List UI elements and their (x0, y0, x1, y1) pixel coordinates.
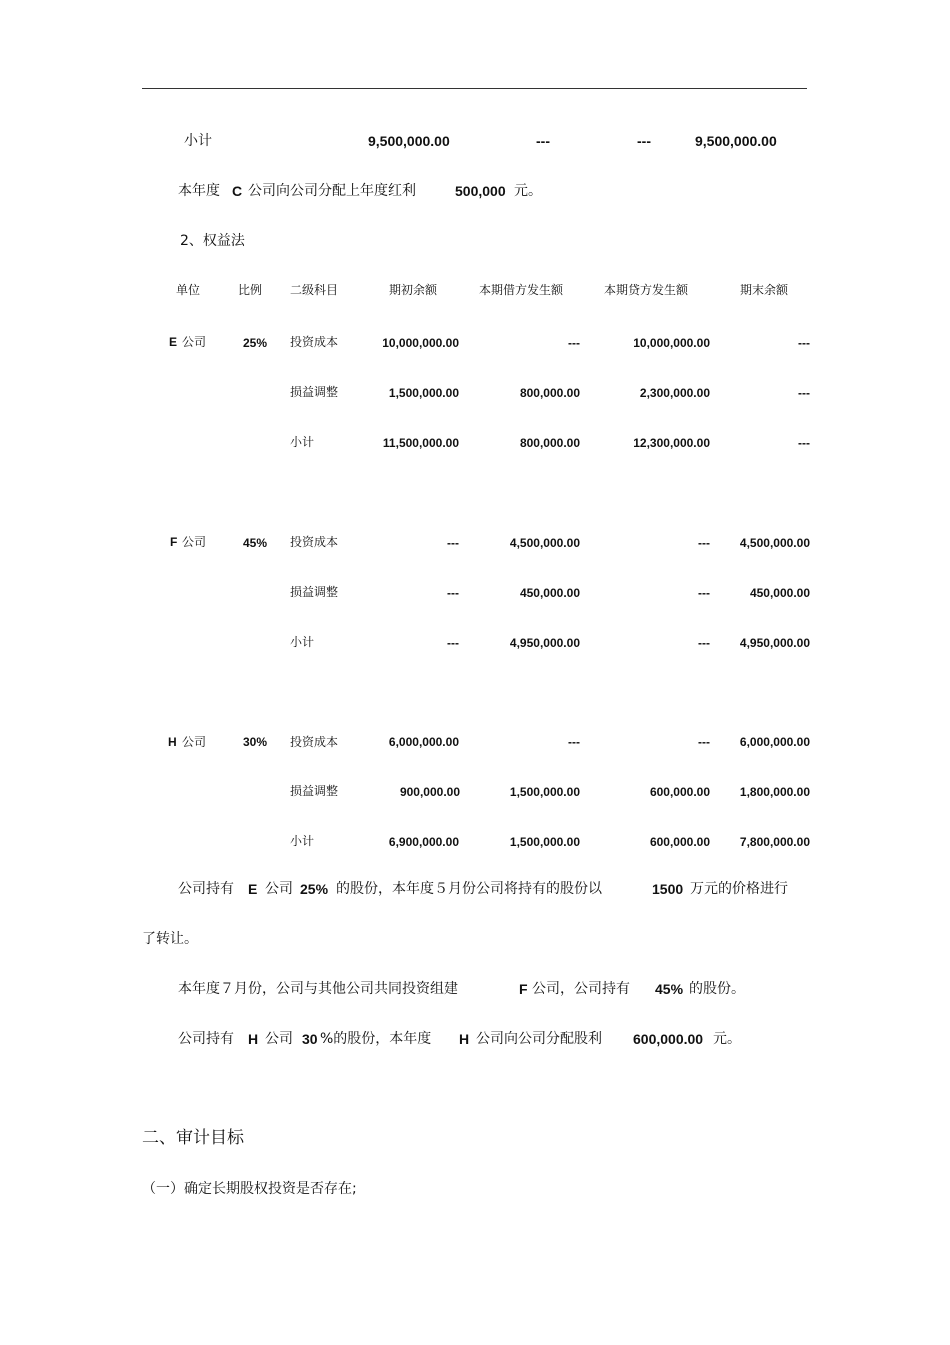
row-begin: --- (447, 636, 459, 650)
top-subtotal-label: 小计 (184, 133, 212, 149)
header-sub-account: 二级科目 (290, 283, 339, 297)
para-h-text-2: 公司 (265, 1031, 293, 1047)
para-h-text-4: 公司向公司分配股利 (476, 1031, 602, 1047)
row-debit: 4,500,000.00 (509, 536, 580, 550)
header-closing-balance: 期末余额 (740, 283, 789, 297)
row-credit: --- (698, 636, 710, 650)
row-credit: --- (698, 586, 710, 600)
row-credit: 10,000,000.00 (633, 336, 710, 350)
row-end: 4,950,000.00 (739, 636, 810, 650)
row-begin: 10,000,000.00 (382, 336, 459, 350)
row-credit: 600,000.00 (649, 835, 710, 849)
para-h-company-2: H (459, 1031, 470, 1047)
row-credit: --- (698, 735, 710, 749)
row-begin: 1,500,000.00 (388, 386, 459, 400)
row-item: 损益调整 (290, 385, 339, 399)
header-debit: 本期借方发生额 (479, 283, 564, 297)
row-end: 7,800,000.00 (739, 835, 810, 849)
row-debit: 450,000.00 (519, 586, 580, 600)
row-begin: 900,000.00 (399, 785, 460, 799)
row-end: --- (798, 436, 810, 450)
para-e-text-4: 万元的价格进行 (690, 881, 788, 897)
header-credit: 本期贷方发生额 (604, 283, 689, 297)
row-end: --- (798, 386, 810, 400)
row-end: 6,000,000.00 (739, 735, 810, 749)
para-f-pct: 45% (655, 981, 684, 997)
row-begin: 6,000,000.00 (388, 735, 459, 749)
top-subtotal-value-1: 9,500,000.00 (368, 133, 450, 149)
para-e-pct: 25% (300, 881, 329, 897)
top-subtotal-value-3: --- (637, 133, 651, 149)
para-dividend-company: C (232, 183, 243, 199)
para-dividend-mid: 公司向公司分配上年度红利 (248, 183, 416, 199)
company-suffix: 公司 (182, 535, 207, 549)
row-begin: --- (447, 536, 459, 550)
para-f-text-3: 的股份。 (689, 981, 745, 997)
header-rule (142, 88, 807, 89)
row-item: 投资成本 (290, 535, 339, 549)
row-item: 损益调整 (290, 784, 339, 798)
para-h-pct: 30 (302, 1031, 318, 1047)
section-audit-objectives: 二、审计目标 (142, 1128, 244, 1148)
para-f-company: F (519, 981, 528, 997)
company-suffix: 公司 (182, 735, 207, 749)
section-equity-method: 2、权益法 (180, 233, 245, 249)
row-debit: 1,500,000.00 (509, 785, 580, 799)
row-item: 小计 (290, 435, 315, 449)
row-credit: 12,300,000.00 (633, 436, 710, 450)
para-dividend-amount: 500,000 (455, 183, 506, 199)
ratio: 25% (243, 336, 268, 350)
row-begin: --- (447, 586, 459, 600)
row-item: 小计 (290, 834, 315, 848)
para-f-text-1: 本年度７月份，公司与其他公司共同投资组建 (178, 981, 458, 997)
para-h-company: H (248, 1031, 259, 1047)
audit-objective-item-1: （一）确定长期股权投资是否存在; (142, 1181, 357, 1197)
para-dividend-pre: 本年度 (178, 183, 220, 199)
para-e-text-5: 了转让。 (142, 931, 198, 947)
row-item: 小计 (290, 635, 315, 649)
row-debit: --- (568, 336, 580, 350)
para-dividend-post: 元。 (514, 183, 542, 199)
row-credit: 2,300,000.00 (639, 386, 710, 400)
row-begin: 11,500,000.00 (382, 436, 459, 450)
row-end: --- (798, 336, 810, 350)
para-e-text-3: 的股份，本年度５月份公司将持有的股份以 (336, 881, 602, 897)
company-code: E (169, 335, 178, 349)
header-opening-balance: 期初余额 (389, 283, 438, 297)
para-h-text-3: %的股份，本年度 (320, 1031, 432, 1047)
row-item: 投资成本 (290, 735, 339, 749)
row-end: 450,000.00 (749, 586, 810, 600)
row-item: 投资成本 (290, 335, 339, 349)
ratio: 30% (243, 735, 268, 749)
para-h-text-1: 公司持有 (178, 1031, 234, 1047)
para-e-company: E (248, 881, 258, 897)
row-debit: --- (568, 735, 580, 749)
row-credit: 600,000.00 (649, 785, 710, 799)
para-f-text-2: 公司，公司持有 (532, 981, 630, 997)
para-e-amount: 1500 (652, 881, 684, 897)
header-ratio: 比例 (238, 283, 263, 297)
para-e-text-2: 公司 (265, 881, 293, 897)
para-e-text-1: 公司持有 (178, 881, 234, 897)
top-subtotal-value-4: 9,500,000.00 (695, 133, 777, 149)
ratio: 45% (243, 536, 268, 550)
row-debit: 1,500,000.00 (509, 835, 580, 849)
company-code: F (170, 535, 178, 549)
para-h-amount: 600,000.00 (633, 1031, 704, 1047)
row-begin: 6,900,000.00 (388, 835, 459, 849)
company-code: H (168, 735, 177, 749)
para-h-text-5: 元。 (713, 1031, 741, 1047)
header-unit: 单位 (176, 283, 201, 297)
row-debit: 800,000.00 (519, 436, 580, 450)
row-item: 损益调整 (290, 585, 339, 599)
row-debit: 800,000.00 (519, 386, 580, 400)
row-credit: --- (698, 536, 710, 550)
top-subtotal-value-2: --- (536, 133, 550, 149)
row-end: 1,800,000.00 (739, 785, 810, 799)
row-debit: 4,950,000.00 (509, 636, 580, 650)
row-end: 4,500,000.00 (739, 536, 810, 550)
company-suffix: 公司 (182, 335, 207, 349)
